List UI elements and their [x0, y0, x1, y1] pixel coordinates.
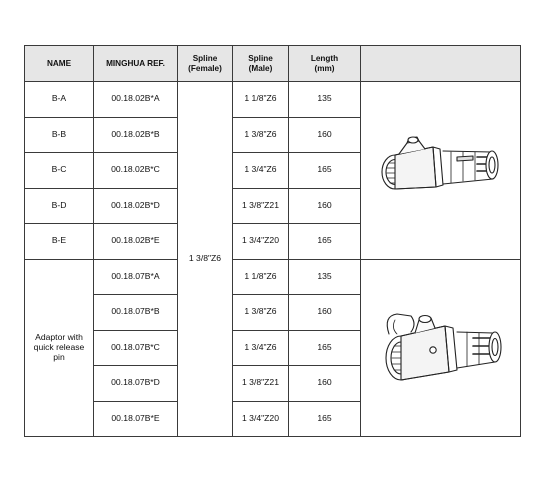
image-cell-b	[361, 259, 521, 437]
cell-ref: 00.18.07B*E	[94, 401, 178, 437]
group-label-line2: quick release	[33, 341, 85, 352]
header-ref: MINGHUA REF.	[94, 46, 178, 82]
table-row	[25, 82, 521, 118]
cell-length: 165	[289, 401, 361, 437]
header-spline-female-line1: Spline	[192, 54, 218, 64]
cell-length: 160	[289, 295, 361, 331]
cell-name: B-C	[25, 153, 94, 189]
spline-adaptor-quick-release-illustration	[375, 306, 507, 390]
cell-male: 1 3/8"Z6	[233, 117, 289, 153]
spec-table	[24, 45, 521, 437]
cell-length: 135	[289, 259, 361, 295]
cell-name: B-E	[25, 224, 94, 260]
cell-ref: 00.18.02B*C	[94, 153, 178, 189]
table-row	[25, 259, 521, 295]
header-spline-male-line1: Spline	[248, 54, 273, 64]
image-cell-a	[361, 82, 521, 260]
cell-male: 1 3/8"Z6	[233, 295, 289, 331]
cell-ref: 00.18.07B*D	[94, 366, 178, 402]
cell-length: 165	[289, 224, 361, 260]
header-spline-female-line2: (Female)	[188, 63, 222, 73]
cell-group-label	[25, 259, 94, 437]
cell-spline-female: 1 3/8"Z6	[178, 82, 233, 437]
header-length-line2: (mm)	[314, 63, 335, 73]
header-spline-female	[178, 46, 233, 82]
header-name: NAME	[25, 46, 94, 82]
cell-male: 1 1/8"Z6	[233, 259, 289, 295]
cell-male: 1 1/8"Z6	[233, 82, 289, 118]
header-length-line1: Length	[310, 54, 339, 64]
cell-ref: 00.18.02B*D	[94, 188, 178, 224]
group-label-line1: Adaptor with	[35, 331, 83, 342]
cell-length: 160	[289, 188, 361, 224]
cell-male: 1 3/8"Z21	[233, 366, 289, 402]
cell-ref: 00.18.02B*B	[94, 117, 178, 153]
header-spline-male-line2: (Male)	[248, 63, 273, 73]
cell-male: 1 3/8"Z21	[233, 188, 289, 224]
cell-ref: 00.18.02B*E	[94, 224, 178, 260]
cell-male: 1 3/4"Z6	[233, 153, 289, 189]
cell-name: B-A	[25, 82, 94, 118]
cell-length: 135	[289, 82, 361, 118]
cell-name: B-B	[25, 117, 94, 153]
cell-ref: 00.18.07B*A	[94, 259, 178, 295]
spline-adaptor-bolt-clamp-illustration	[373, 135, 509, 205]
cell-length: 165	[289, 330, 361, 366]
cell-length: 160	[289, 117, 361, 153]
header-row	[25, 46, 521, 82]
header-spline-male	[233, 46, 289, 82]
cell-male: 1 3/4"Z20	[233, 401, 289, 437]
cell-male: 1 3/4"Z6	[233, 330, 289, 366]
cell-name: B-D	[25, 188, 94, 224]
cell-ref: 00.18.07B*C	[94, 330, 178, 366]
header-image	[361, 46, 521, 82]
cell-ref: 00.18.02B*A	[94, 82, 178, 118]
header-length	[289, 46, 361, 82]
group-label-line3: pin	[53, 351, 65, 362]
cell-length: 165	[289, 153, 361, 189]
cell-length: 160	[289, 366, 361, 402]
cell-ref: 00.18.07B*B	[94, 295, 178, 331]
cell-male: 1 3/4"Z20	[233, 224, 289, 260]
